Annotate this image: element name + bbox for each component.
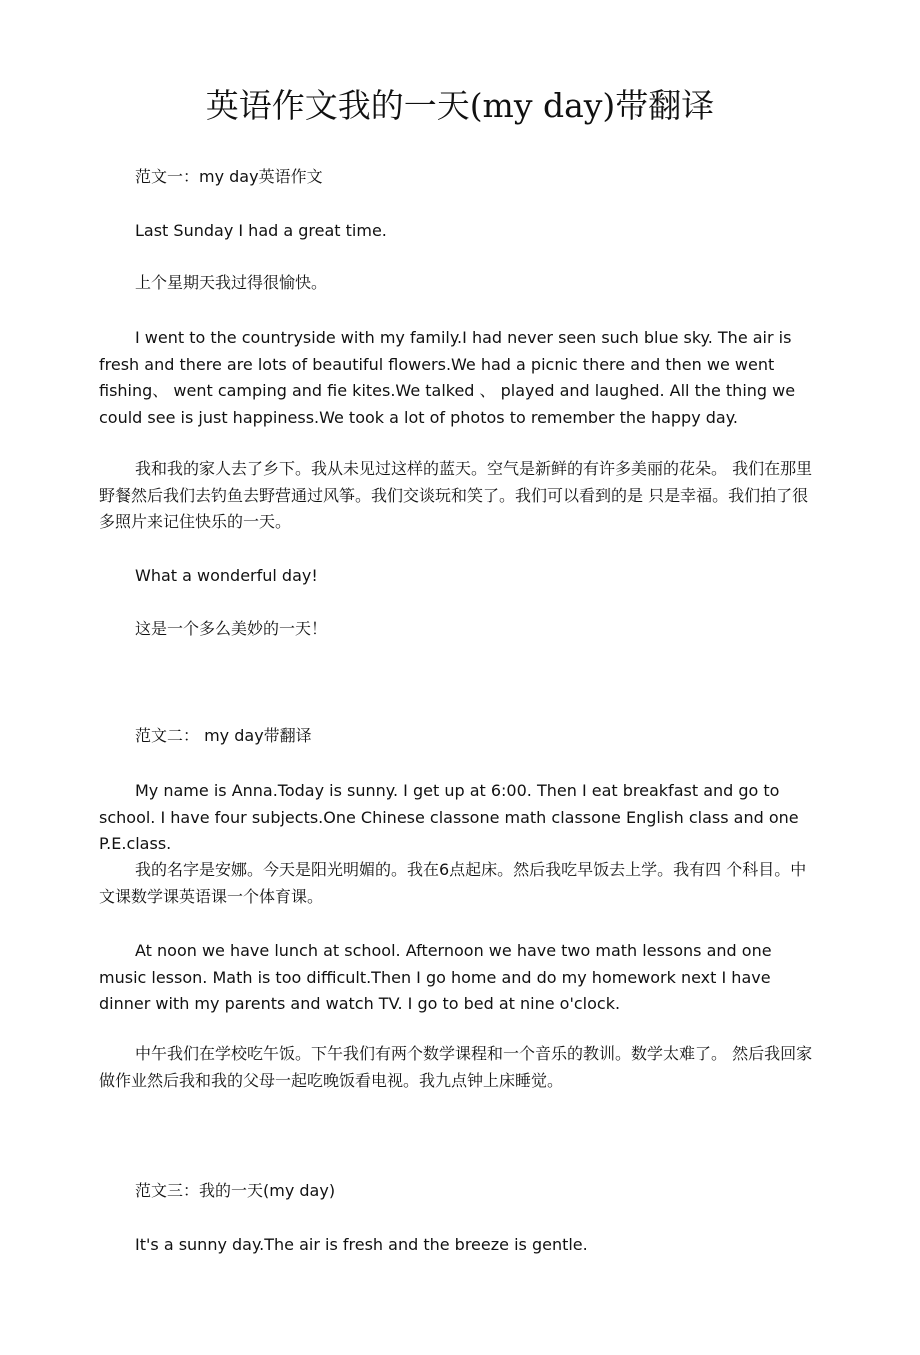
sample-one-heading: 范文一：my day英语作文: [135, 167, 323, 186]
paragraph-english-6: It's a sunny day.The air is fresh and the breeze is gentle.: [135, 1235, 588, 1254]
paragraph-chinese-1: 上个星期天我过得很愉快。: [135, 273, 328, 292]
paragraph-english-5: At noon we have lunch at school. Afternoon we have two math lessons and one music lesson. Math is too difficult.Then I go home and do my homework next I have dinner with my parents and watch TV. I go to bed at nine o'clock.: [99, 941, 772, 1013]
paragraph-english-4: My name is Anna.Today is sunny. I get up at 6:00. Then I eat breakfast and go to school. I have four subjects.One Chinese classone math classone English class and one P.E.class.: [99, 781, 799, 853]
paragraph-chinese-2: 我和我的家人去了乡下。我从未见过这样的蓝天。空气是新鲜的有许多美丽的花朵。 我们在那里野餐然后我们去钓鱼去野营通过风筝。我们交谈玩和笑了。我们可以看到的是 只是幸福。我们拍了很多照片来记住快乐的一天。: [99, 459, 813, 531]
paragraph-chinese-5: 中午我们在学校吃午饭。下午我们有两个数学课程和一个音乐的教训。数学太难了。 然后我回家做作业然后我和我的父母一起吃晚饭看电视。我九点钟上床睡觉。: [99, 1044, 813, 1090]
paragraph-english-2: I went to the countryside with my family.I had never seen such blue sky. The air is fresh and there are lots of beautiful flowers.We had a picnic there and then we went fishing、 went camping and fie kites.We talked 、 played and laughed. All the thing we could see is just happiness.We took a lot of photos to remember the happy day.: [99, 328, 796, 427]
paragraph-chinese-4: 我的名字是安娜。今天是阳光明媚的。我在6点起床。然后我吃早饭去上学。我有四 个科目。中文课数学课英语课一个体育课。: [99, 860, 807, 906]
sample-three-heading: 范文三：我的一天(my day): [135, 1181, 336, 1200]
sample-two-heading: 范文二： my day带翻译: [135, 726, 312, 745]
paragraph-english-1: Last Sunday I had a great time.: [135, 221, 387, 240]
document-title: 英语作文我的一天(my day)带翻译: [205, 86, 715, 125]
paragraph-chinese-3: 这是一个多么美妙的一天！: [135, 619, 328, 638]
paragraph-english-3: What a wonderful day!: [135, 566, 318, 585]
